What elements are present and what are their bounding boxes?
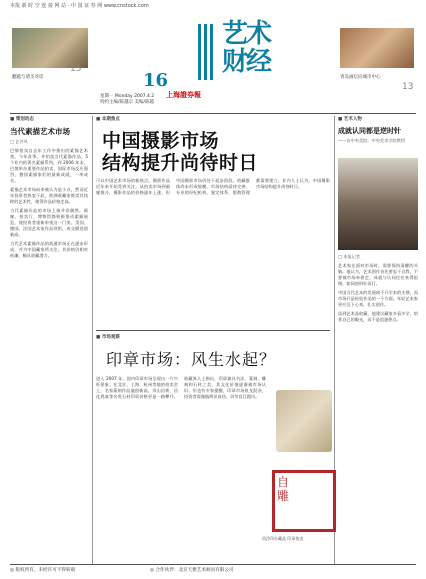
left-column [10, 116, 88, 561]
footer-partner: ◎ 合作伙伴：北京天雅艺术顾问有限公司 [150, 568, 234, 573]
seal-impression: 自 雕 [272, 470, 336, 532]
right-column-body [338, 254, 418, 326]
main-headline-line1: 中国摄影市场 [102, 130, 220, 152]
left-teaser-image[interactable] [12, 28, 88, 68]
footer-rule [10, 564, 416, 565]
header-rule [10, 113, 416, 114]
main-article-body: 可以中国艺术市场的新热点，摄影作品近年来开始受到关注。从拍卖市场到画廊推介，摄影作品的价格逐年上涨，但中国摄影市场仍处于起步阶段。收藏群体尚未形成规模，市场结构亟待完善。专业的经纪机构、鉴定体系、版数管理都需要建立。业内人士认为，中国摄影市场结构提升尚待时日。 [96, 178, 330, 195]
seal-market-headline[interactable]: 印章市场：风生水起？ [106, 350, 277, 369]
site-line: 本报 新 时 空 连 接 网 站 · 中 国 证 券 网 www.cnstock.com [10, 3, 149, 9]
right-article-title[interactable]: 成就认同都是逆时针 [338, 127, 401, 135]
right-section-label: ■ 艺术人物 [338, 117, 362, 122]
right-paragraph: 谈到艺术品收藏，他建议藏家多看多学，培养自己的眼光，而不是追逐热点。 [338, 311, 418, 322]
left-article-title[interactable]: 当代素描艺术市场 [10, 127, 70, 136]
market-section-label: ■ 市场观察 [96, 335, 120, 340]
issue-date: 星期一 Monday 2007.4.2 [100, 94, 155, 99]
footer [10, 567, 416, 575]
left-paragraph: 巴黎拍卖自去年工作中推出的素描艺术类。今年首季，并拍卖当代素描作品，5 个业内的著名素描系列，到 2006 年末，巴黎举办重要作品拍卖，国际市场反应强烈，德国素描家们的最新成就，一举成名。 [10, 148, 88, 183]
seal-caption: 西泠印社藏品 印章拍卖 [262, 536, 304, 541]
left-section-label: ■ 策划动态 [10, 117, 34, 122]
brand-name: 上海證券報 [166, 90, 201, 99]
logo-text: 艺术财经 [222, 19, 271, 77]
artist-portrait [338, 158, 418, 250]
right-teaser-image[interactable] [340, 28, 414, 68]
main-section-label: ■ 本期焦点 [96, 117, 120, 122]
footer-copyright: ◎ 版权所有，未经许可不得转载 [10, 568, 76, 573]
left-teaser-page: 15 [70, 64, 82, 74]
logo [198, 20, 278, 80]
masthead [12, 12, 414, 112]
left-paragraph: 素描艺术市场向来被认为是小众，然而近年投资者热衷于此，欧洲收藏家推崇其纯粹的艺术性，使得作品价格走高。 [10, 187, 88, 204]
right-article-byline: □ 本报记者 [338, 254, 361, 259]
main-column-top [96, 116, 330, 326]
right-teaser-page: 13 [402, 82, 414, 92]
right-article-subtitle: ——访中央美院、中央美术学院教授 [338, 138, 406, 143]
right-paragraph: 艺术家在面对市场时，需要保持清醒的头脑。他认为，艺术创作首先要忠于自我，不要被市场牵着走。成就与认同往往来得很慢，如同逆时针而行。 [338, 263, 418, 286]
left-paragraph: 当代艺术素描作品的流通市场正在逐步形成，并为中国藏家所关注，其价格仍相对低廉，颇具收藏潜力。 [10, 241, 88, 258]
left-paragraph: 当代素描作品的市场上扬并非偶然。画廊、拍卖行、博物馆都积极推动素描展览，使投资者重新审视这一门类。美国、德国、法国艺术家作品领衔，成交额迭创新高。 [10, 208, 88, 237]
main-headline[interactable] [102, 130, 330, 174]
main-section-rule [96, 330, 330, 331]
right-teaser-caption[interactable]: 青岛画坛向城市中心 [340, 75, 381, 80]
issue-number: 16 [143, 70, 169, 91]
site-bar [0, 2, 426, 10]
column-divider-left [92, 116, 93, 564]
right-paragraph: 中国当代艺术的发展离不开学术的支撑，而市场只是检验作品的一个方面。年轻艺术家更应沉下心来，扎实创作。 [338, 290, 418, 307]
issue-info [100, 94, 154, 106]
left-article-byline: □ 艺评风 [10, 139, 28, 144]
left-teaser-caption[interactable]: 翻越与诸圣对话 [12, 75, 44, 80]
issue-editors: 特约主编/陈越宗 美编/陈越 [100, 100, 154, 105]
main-headline-line2: 结构提升尚待时日 [102, 152, 259, 174]
seal-article-body: 进入 2007 年，国内印章市场呈现出一片兴旺景象。在北京、上海、杭州等地的拍卖会上，名家篆刻作品屡创新高，寿山田黄、昌化鸡血等名贵石材印章价格更是一路攀升。收藏界人士指出，印章兼具书法、篆刻、雕刻和石材之美，其文化价值逐渐被市场认识。但也有专家提醒，印章市场鱼龙混杂，投资者需谨慎辨识真伪，切勿盲目跟风。 [96, 376, 266, 399]
seal-stone-photo [276, 390, 332, 452]
logo-bars [198, 24, 218, 80]
